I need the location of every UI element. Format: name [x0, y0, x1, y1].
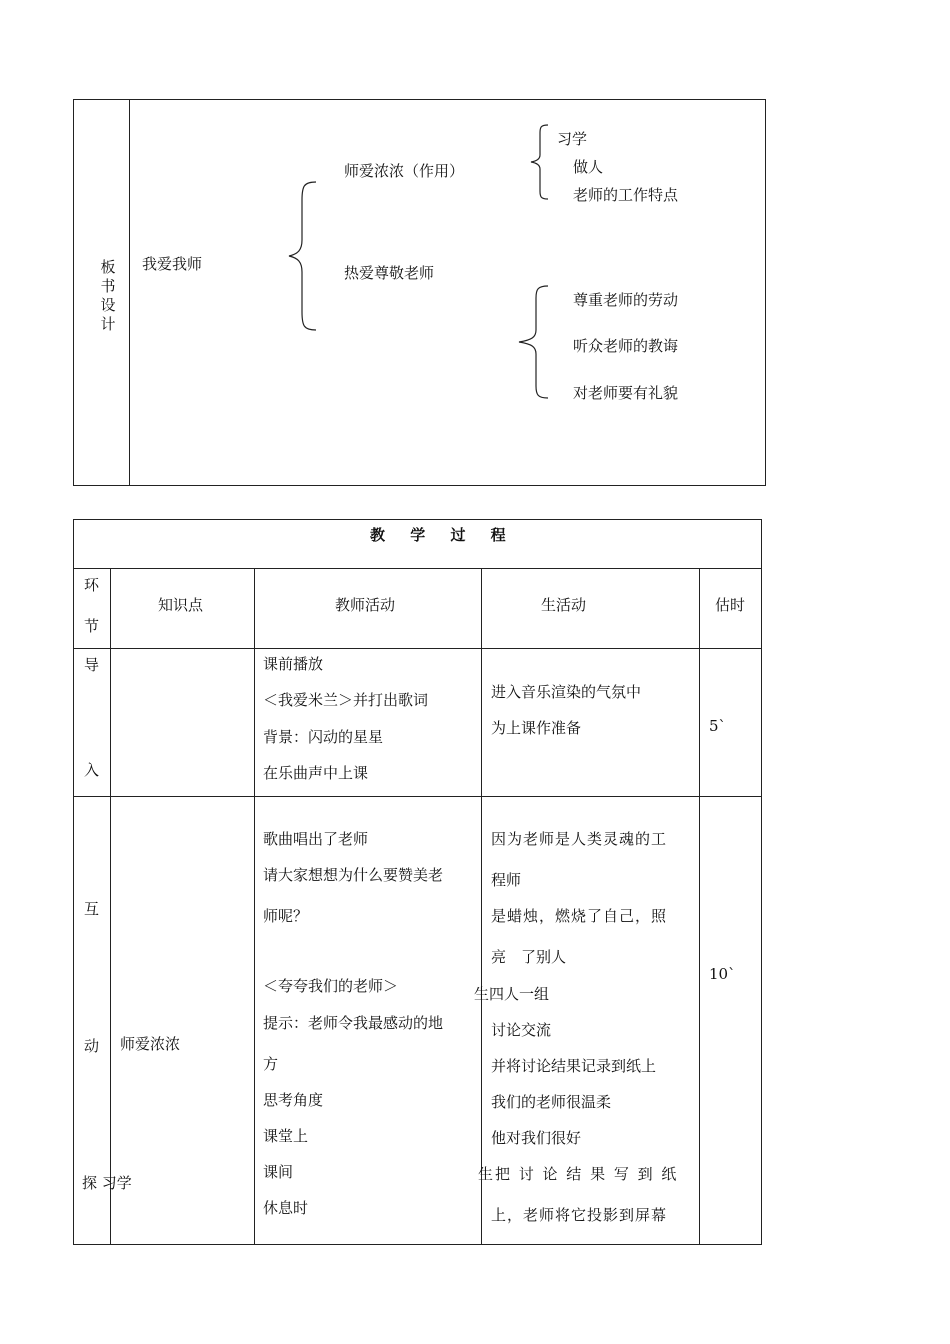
- row2-student-line-4: 亮 了别人: [491, 948, 567, 966]
- row2-teacher-line-5: 提示：老师令我最感动的地: [263, 1014, 444, 1032]
- board-branch-2: 热爱尊敬老师: [344, 264, 435, 282]
- row2-teacher-line-7: 思考角度: [263, 1091, 324, 1109]
- row1-stage-bottom: 入: [84, 761, 100, 779]
- header-stage-bottom: 节: [84, 617, 100, 635]
- board-column-divider: [129, 99, 130, 486]
- row1-bottom-line: [73, 796, 762, 797]
- row1-teacher-line-4: 在乐曲声中上课: [263, 764, 369, 782]
- board-main-topic: 我爱我师: [142, 255, 203, 273]
- row2-teacher-line-6: 方: [263, 1055, 279, 1073]
- row2-student-line-8: 我们的老师很温柔: [491, 1093, 612, 1111]
- board-sub2-item-3: 对老师要有礼貌: [573, 384, 679, 402]
- row1-stage-top: 导: [84, 656, 100, 674]
- row2-stage-b: 动: [84, 1037, 100, 1055]
- row2-student-line-2: 程师: [491, 871, 522, 889]
- header-knowledge: 知识点: [158, 596, 204, 614]
- row2-student-line-5: 生四人一组: [474, 985, 550, 1003]
- sub-brace-1: [528, 123, 552, 201]
- header-teacher: 教师活动: [335, 596, 396, 614]
- main-brace: [286, 180, 320, 332]
- row2-teacher-line-10: 休息时: [263, 1199, 309, 1217]
- col-line-1: [110, 568, 111, 1245]
- board-sub2-item-1: 尊重老师的劳动: [573, 291, 679, 309]
- header-time: 估时: [715, 596, 746, 614]
- row2-student-line-1: 因为老师是人类灵魂的工: [491, 830, 668, 848]
- process-title: 教 学 过 程: [370, 526, 516, 544]
- header-top-line: [73, 568, 762, 569]
- row2-teacher-line-3: 师呢？: [263, 907, 309, 925]
- header-student: 生活动: [541, 596, 587, 614]
- row1-teacher-line-1: 课前播放: [263, 655, 324, 673]
- header-stage-top: 环: [84, 576, 100, 594]
- row2-knowledge: 师爱浓浓: [120, 1035, 181, 1053]
- row1-teacher-line-2: ＜我爱米兰＞并打出歌词: [263, 691, 429, 709]
- row2-student-line-11: 上，老师将它投影到屏幕: [491, 1206, 668, 1224]
- row2-teacher-line-4: ＜夸夸我们的老师＞: [263, 977, 399, 995]
- row2-student-line-3: 是蜡烛，燃烧了自己，照: [491, 907, 668, 925]
- row2-time: 10`: [709, 965, 736, 983]
- row1-student-line-1: 进入音乐渲染的气氛中: [491, 683, 642, 701]
- row1-student-line-2: 为上课作准备: [491, 719, 582, 737]
- row2-teacher-line-9: 课间: [263, 1163, 294, 1181]
- row2-teacher-line-8: 课堂上: [263, 1127, 309, 1145]
- col-line-3: [481, 568, 482, 1245]
- row2-student-line-6: 讨论交流: [491, 1021, 552, 1039]
- row2-teacher-line-2: 请大家想想为什么要赞美老: [263, 866, 444, 884]
- board-side-label: 板书设计: [100, 258, 116, 333]
- row1-teacher-line-3: 背景：闪动的星星: [263, 728, 384, 746]
- row2-teacher-line-1: 歌曲唱出了老师: [263, 830, 369, 848]
- row2-student-line-10: 生把 讨 论 结 果 写 到 纸: [478, 1165, 679, 1183]
- sub-brace-2: [516, 284, 552, 400]
- header-bottom-line: [73, 648, 762, 649]
- row2-student-line-9: 他对我们很好: [491, 1129, 582, 1147]
- board-sub1-item-3: 老师的工作特点: [573, 186, 679, 204]
- row2-student-line-7: 并将讨论结果记录到纸上: [491, 1057, 657, 1075]
- board-sub1-item-1: 习学: [557, 130, 588, 148]
- row2-stage-c: 探 习学: [82, 1174, 132, 1192]
- board-sub1-item-2: 做人: [573, 158, 604, 176]
- col-line-4: [699, 568, 700, 1245]
- row1-time: 5`: [709, 717, 727, 735]
- board-sub2-item-2: 听众老师的教诲: [573, 337, 679, 355]
- board-branch-1: 师爱浓浓（作用）: [344, 162, 465, 180]
- row2-stage-a: 互: [84, 900, 100, 918]
- col-line-2: [254, 568, 255, 1245]
